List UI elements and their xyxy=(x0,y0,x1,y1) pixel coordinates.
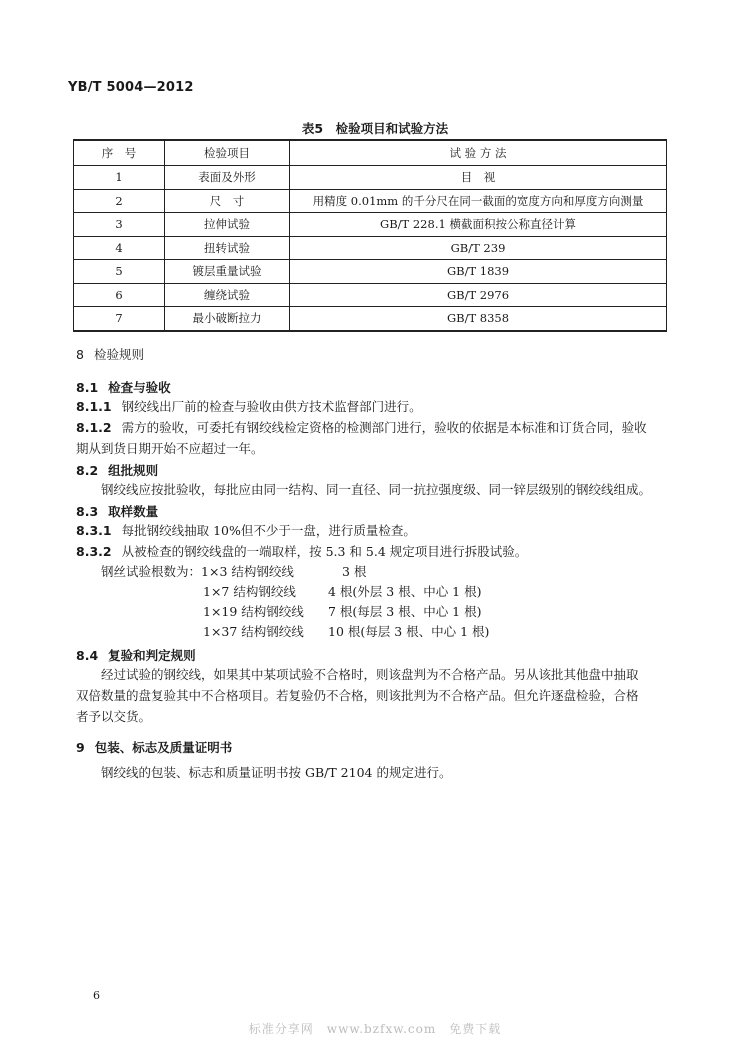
clause-8-2-text: 钢绞线应按批验收，每批应由同一结构、同一直径、同一抗拉强度级、同一锌层级别的钢绞线组成。 xyxy=(101,482,652,497)
wire-count-lead: 钢丝试验根数为： xyxy=(101,564,202,579)
table-caption: 表5 检验项目和试验方法 xyxy=(301,121,449,136)
cell-seq: 4 xyxy=(74,236,165,260)
cell-seq: 5 xyxy=(74,260,165,284)
page-number: 6 xyxy=(93,989,100,1002)
table-row xyxy=(74,236,667,260)
clause-number: 8.4 xyxy=(76,648,99,663)
clause-title: 检查与验收 xyxy=(108,380,171,395)
header-item: 检验项目 xyxy=(165,140,290,166)
cell-method: 用精度 0.01mm 的千分尺在同一截面的宽度方向和厚度方向测量 xyxy=(290,189,667,213)
clause-text-line2: 期从到货日期开始不应超过一年。 xyxy=(76,441,264,456)
cell-seq: 1 xyxy=(74,166,165,190)
clause-number: 8.1.1 xyxy=(76,399,112,414)
wire-structure: 1×19 结构钢绞线 xyxy=(203,604,304,619)
section-number: 8 xyxy=(76,347,84,362)
clause-8-4-heading xyxy=(76,646,196,664)
header-seq: 序 号 xyxy=(74,140,165,166)
clause-8-3-2 xyxy=(76,541,527,562)
cell-method: GB/T 239 xyxy=(290,236,667,260)
clause-8-1-2-cont xyxy=(76,438,264,459)
cell-method: GB/T 1839 xyxy=(290,260,667,284)
clause-8-4-line3: 者予以交货。 xyxy=(76,709,152,724)
cell-method: GB/T 228.1 横截面积按公称直径计算 xyxy=(290,213,667,237)
clause-8-1-heading xyxy=(76,378,171,396)
cell-method: GB/T 8358 xyxy=(290,307,667,331)
cell-item: 尺 寸 xyxy=(165,189,290,213)
clause-8-4-line2: 双倍数量的盘复验其中不合格项目。若复验仍不合格，则该批判为不合格产品。但允许逐盘检验，合格 xyxy=(76,688,639,703)
clause-number: 8.1.2 xyxy=(76,420,112,435)
section-9-heading xyxy=(76,738,232,756)
section-8-heading xyxy=(76,345,144,363)
clause-number: 8.2 xyxy=(76,463,99,478)
clause-title: 组批规则 xyxy=(108,463,159,478)
section-number: 9 xyxy=(76,740,85,755)
wire-count-value: 4 根(外层 3 根、中心 1 根) xyxy=(328,584,482,599)
clause-number: 8.3 xyxy=(76,504,99,519)
clause-8-4-line1: 经过试验的钢绞线，如果其中某项试验不合格时，则该盘判为不合格产品。另从该批其他盘中抽取 xyxy=(101,667,639,682)
wire-structure: 1×3 结构钢绞线 xyxy=(201,564,294,579)
clause-title: 复验和判定规则 xyxy=(108,648,196,663)
cell-item: 扭转试验 xyxy=(165,236,290,260)
clause-number: 8.3.2 xyxy=(76,544,112,559)
wire-count-row xyxy=(101,562,294,580)
table-row xyxy=(74,166,667,190)
clause-number: 8.1 xyxy=(76,380,99,395)
table-row xyxy=(74,260,667,284)
table-header-row xyxy=(74,140,667,166)
table-row xyxy=(74,213,667,237)
cell-seq: 7 xyxy=(74,307,165,331)
clause-title: 取样数量 xyxy=(108,504,159,519)
clause-text: 钢绞线出厂前的检查与验收由供方技术监督部门进行。 xyxy=(121,399,422,414)
cell-item: 最小破断拉力 xyxy=(165,307,290,331)
wire-count-value: 3 根 xyxy=(342,564,367,579)
table-row xyxy=(74,307,667,331)
standard-code: YB/T 5004—2012 xyxy=(68,80,194,95)
cell-seq: 3 xyxy=(74,213,165,237)
clause-8-3-1 xyxy=(76,520,416,541)
clause-number: 8.3.1 xyxy=(76,523,112,538)
clause-text: 从被检查的钢绞线盘的一端取样，按 5.3 和 5.4 规定项目进行拆股试验。 xyxy=(121,544,528,559)
table-row xyxy=(74,283,667,307)
cell-method: GB/T 2976 xyxy=(290,283,667,307)
section-9-text: 钢绞线的包装、标志和质量证明书按 GB/T 2104 的规定进行。 xyxy=(101,765,452,780)
wire-structure: 1×7 结构钢绞线 xyxy=(203,584,296,599)
clause-8-3-heading xyxy=(76,502,158,520)
section-title: 检验规则 xyxy=(93,347,144,362)
clause-text-line1: 需方的验收，可委托有钢绞线检定资格的检测部门进行，验收的依据是本标准和订货合同，验收 xyxy=(121,420,647,435)
clause-8-2-heading xyxy=(76,461,158,479)
cell-seq: 6 xyxy=(74,283,165,307)
table-row xyxy=(74,189,667,213)
clause-8-1-2 xyxy=(76,417,647,438)
cell-seq: 2 xyxy=(74,189,165,213)
cell-item: 缠绕试验 xyxy=(165,283,290,307)
header-method: 试 验 方 法 xyxy=(290,140,667,166)
footer-watermark: 标准分享网 www.bzfxw.com 免费下载 xyxy=(248,1022,502,1036)
clause-text: 每批钢绞线抽取 10%但不少于一盘，进行质量检查。 xyxy=(121,523,416,538)
wire-count-value: 10 根(每层 3 根、中心 1 根) xyxy=(328,624,490,639)
cell-method: 目 视 xyxy=(290,166,667,190)
inspection-table xyxy=(73,139,667,332)
cell-item: 镀层重量试验 xyxy=(165,260,290,284)
cell-item: 拉伸试验 xyxy=(165,213,290,237)
wire-count-value: 7 根(每层 3 根、中心 1 根) xyxy=(328,604,482,619)
section-title: 包装、标志及质量证明书 xyxy=(94,740,233,755)
wire-structure: 1×37 结构钢绞线 xyxy=(203,624,304,639)
clause-8-1-1 xyxy=(76,396,422,417)
cell-item: 表面及外形 xyxy=(165,166,290,190)
